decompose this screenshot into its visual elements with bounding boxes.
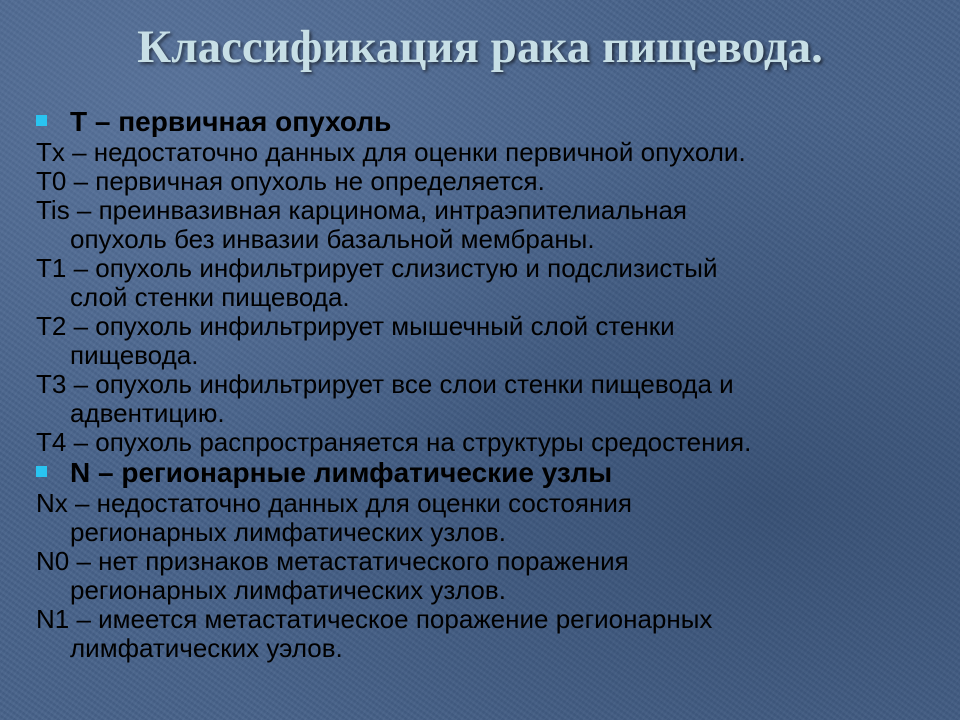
- list-item: [36, 547, 950, 605]
- slide-title: Классификация рака пищевода.: [137, 21, 823, 73]
- item-text: N1 – имеется метастатическое поражение регионарных: [36, 604, 713, 634]
- section-heading-label: T – первичная опухоль: [70, 106, 392, 137]
- item-text: T1 – опухоль инфильтрирует слизистую и подслизистый: [36, 253, 718, 283]
- item-text: T4 – опухоль распространяется на структуры средостения.: [36, 427, 752, 457]
- t-classification-list: [36, 138, 936, 457]
- list-item: [36, 489, 950, 547]
- list-item: [36, 254, 950, 312]
- section-heading-t: [36, 106, 936, 138]
- n-classification-list: [36, 489, 936, 663]
- list-item: [36, 428, 950, 457]
- list-item: [36, 370, 950, 428]
- item-text: T2 – опухоль инфильтрирует мышечный слой стенки: [36, 311, 675, 341]
- slide-content: [36, 106, 936, 663]
- item-text-continuation: слой стенки пищевода.: [70, 282, 350, 312]
- item-text: T0 – первичная опухоль не определяется.: [36, 166, 545, 196]
- list-item: [36, 167, 950, 196]
- item-text-continuation: опухоль без инвазии базальной мембраны.: [70, 224, 595, 254]
- item-text-continuation: пищевода.: [70, 340, 199, 370]
- list-item: [36, 138, 950, 167]
- section-heading-label: N – регионарные лимфатические узлы: [70, 457, 613, 488]
- item-text: Tx – недостаточно данных для оценки первичной опухоли.: [36, 137, 746, 167]
- square-bullet-icon: [36, 115, 47, 126]
- item-text-continuation: регионарных лимфатических узлов.: [70, 575, 506, 605]
- list-item: [36, 312, 950, 370]
- section-heading-n: [36, 457, 936, 489]
- item-text: Tis – преинвазивная карцинома, интраэпителиальная: [36, 195, 687, 225]
- list-item: [36, 196, 950, 254]
- item-text: N0 – нет признаков метастатического поражения: [36, 546, 629, 576]
- item-text-continuation: регионарных лимфатических узлов.: [70, 517, 506, 547]
- square-bullet-icon: [36, 466, 47, 477]
- item-text-continuation: адвентицию.: [70, 398, 225, 428]
- item-text: Nx – недостаточно данных для оценки состояния: [36, 488, 632, 518]
- list-item: [36, 605, 950, 663]
- item-text: T3 – опухоль инфильтрирует все слои стенки пищевода и: [36, 369, 734, 399]
- item-text-continuation: лимфатических уэлов.: [70, 633, 343, 663]
